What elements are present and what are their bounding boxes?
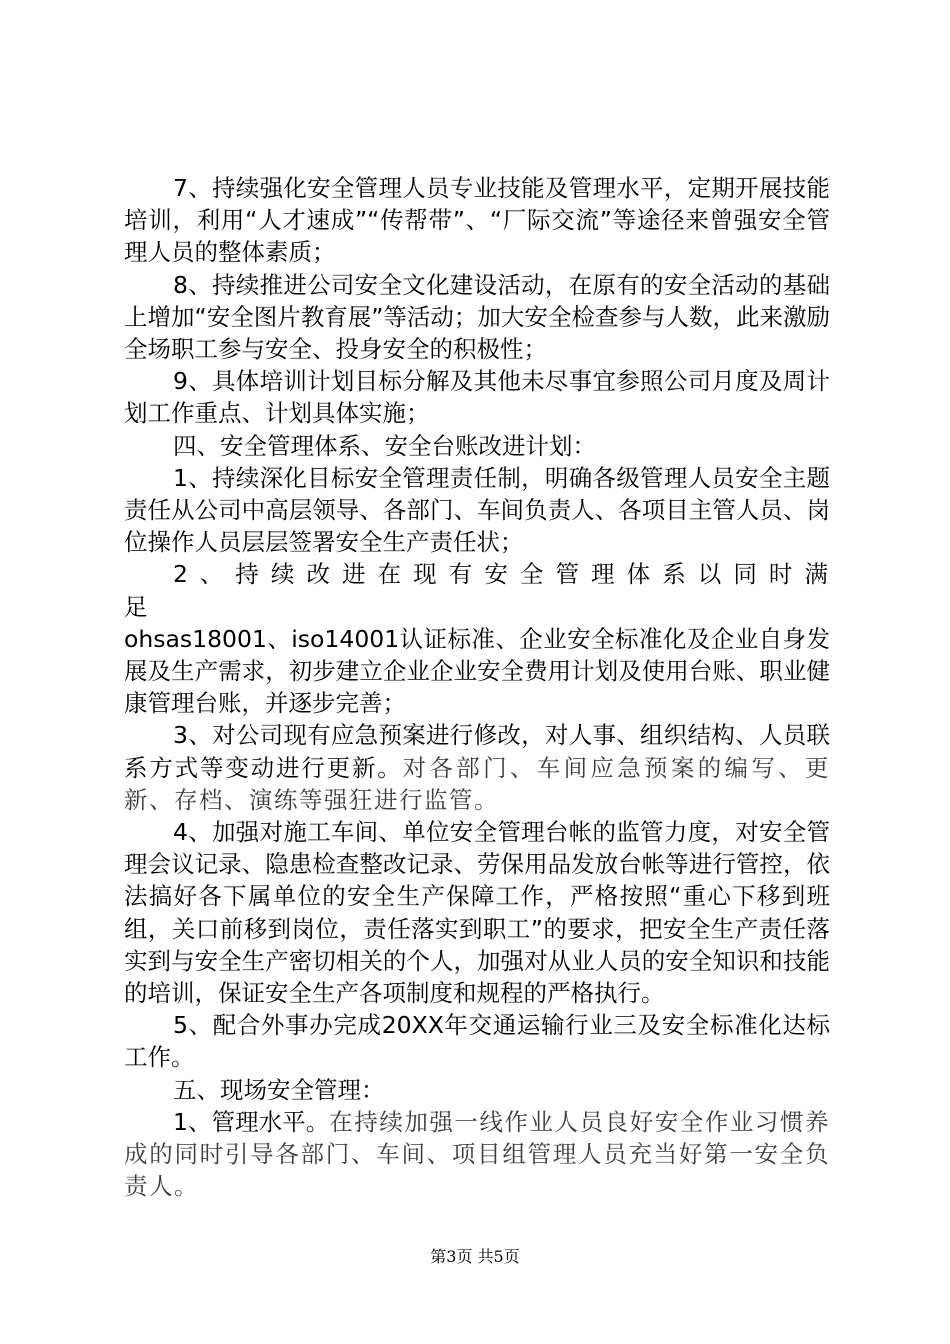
paragraph-item-9: 9、具体培训计划目标分解及其他未尽事宜参照公司月度及周计划工作重点、计划具体实施；: [124, 367, 830, 428]
paragraph-item-7: 7、持续强化安全管理人员专业技能及管理水平，定期开展技能培训，利用“人才速成”“传帮带”、“厂际交流”等途径来曾强安全管理人员的整体素质；: [124, 174, 830, 267]
document-body: [124, 172, 830, 1203]
paragraph-item-4-4: 4、加强对施工车间、单位安全管理台帐的监管力度，对安全管理会议记录、隐患检查整改记录、劳保用品发放台帐等进行管控，依法搞好各下属单位的安全生产保障工作，严格按照“重心下移到班组，关口前移到岗位，责任落实到职工”的要求，把安全生产责任落实到与安全生产密切相关的个人，加强对从业人员的安全知识和技能的培训，保证安全生产各项制度和规程的严格执行。: [124, 818, 830, 1008]
paragraph-item-8: 8、持续推进公司安全文化建设活动，在原有的安全活动的基础上增加“安全图片教育展”等活动；加大安全检查参与人数，此来激励全场职工参与安全、投身安全的积极性；: [124, 270, 830, 364]
paragraph-item-5-1-light: 在持续加强一线作业人员良好安全作业习惯养成的同时引导各部门、车间、项目组管理人员充当好第一安全负责人。: [124, 1107, 830, 1201]
paragraph-item-4-2-rest: ohsas18001、iso14001认证标准、企业安全标准化及企业自身发展及生产需求，初步建立企业企业安全费用计划及使用台账、职业健康管理台账，并逐步完善；: [124, 624, 830, 718]
paragraph-item-4-3-main: 3、对公司现有应急预案进行修改，对人事、组织结构、人员联系方式等变动进行更新。: [124, 721, 830, 782]
page-footer: 第3页 共5页: [430, 1247, 520, 1266]
paragraph-item-5-1: [124, 1106, 830, 1203]
section-heading-5: 五、现场安全管理：: [173, 1075, 385, 1104]
paragraph-item-4-3: [124, 719, 830, 816]
paragraph-item-5-1-main: 1、管理水平。: [173, 1107, 330, 1136]
paragraph-item-4-5: 5、配合外事办完成20XX年交通运输行业三及安全标准化达标工作。: [124, 1011, 830, 1072]
paragraph-item-4-3-light: 对各部门、车间应急预案的编写、更新、存档、演练等强狂进行监管。: [124, 753, 831, 814]
paragraph-item-4-1: 1、持续深化目标安全管理责任制，明确各级管理人员安全主题责任从公司中高层领导、各部门、车间负责人、各项目主管人员、岗位操作人员层层签署安全生产责任状；: [124, 463, 830, 557]
paragraph-item-4-2-line1: 2 、 持 续 改 进 在 现 有 安 全 管 理 体 系 以 同 时 满 足: [124, 560, 830, 621]
section-heading-4: 四、安全管理体系、安全台账改进计划：: [173, 431, 596, 460]
